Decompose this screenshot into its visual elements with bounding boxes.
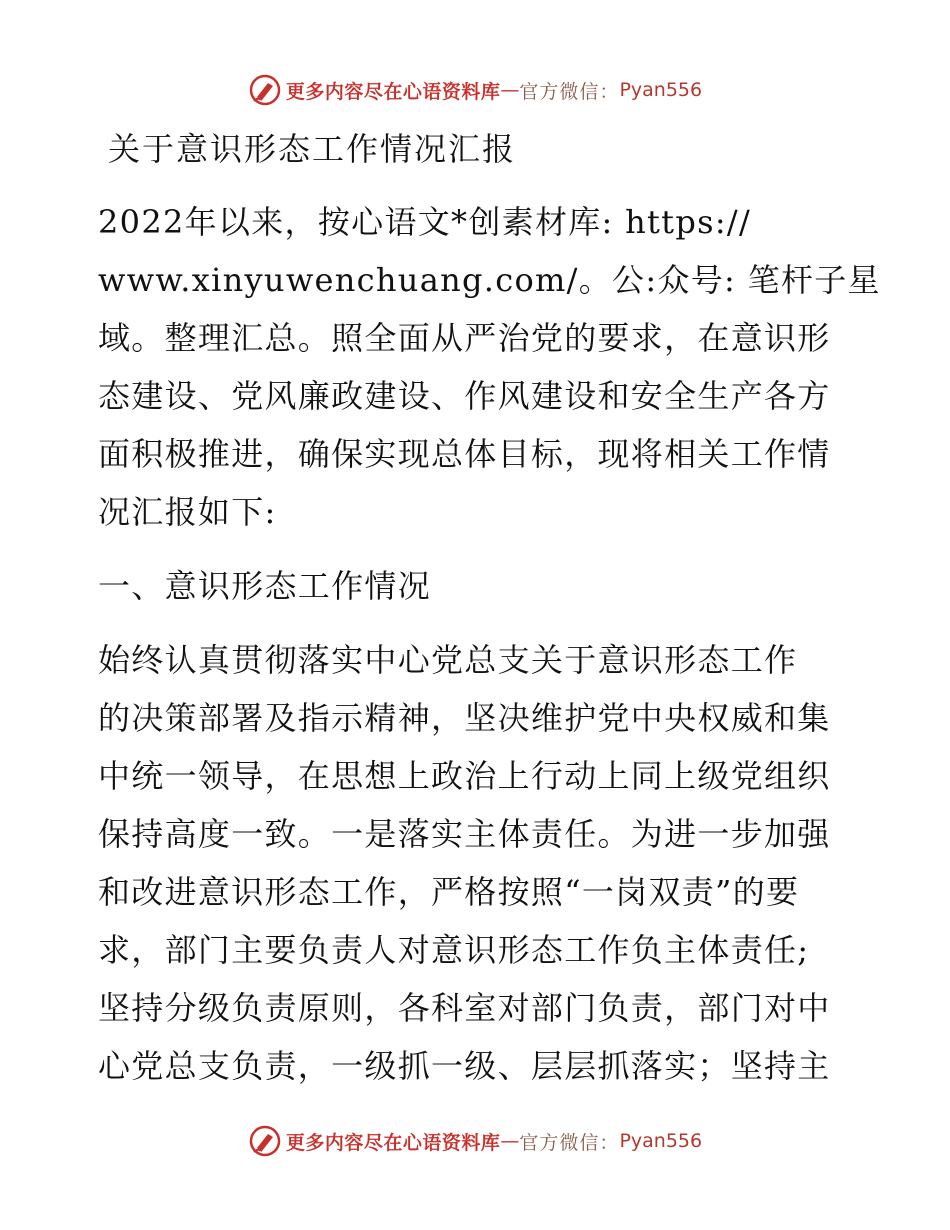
watermark-header <box>0 70 950 110</box>
section-line: 的决策部署及指示精神，坚决维护党中央权威和集 <box>98 699 831 737</box>
section-line: 始终认真贯彻落实中心党总支关于意识形态工作 <box>98 641 798 679</box>
watermark-main-text: 更多内容尽在心语资料库 <box>285 80 501 103</box>
intro-line: 况汇报如下: <box>98 493 277 531</box>
watermark-dash: — <box>500 1130 520 1152</box>
brush-logo-icon <box>248 1124 282 1158</box>
intro-line: 域。整理汇总。照全面从严治党的要求，在意识形 <box>98 319 831 357</box>
intro-line: www.xinyuwenchuang.com/。公:众号: 笔杆子星 <box>98 261 881 299</box>
watermark-dash: — <box>500 79 520 101</box>
section-line: 中统一领导，在思想上政治上行动上同上级党组织 <box>98 757 831 795</box>
intro-paragraph <box>98 193 881 541</box>
section-paragraph <box>98 631 858 1095</box>
watermark-footer <box>0 1121 950 1161</box>
section-line: 保持高度一致。一是落实主体责任。为进一步加强 <box>98 815 831 853</box>
document-title: 关于意识形态工作情况汇报 <box>108 130 517 168</box>
intro-line: 面积极推进，确保实现总体目标，现将相关工作情 <box>98 435 831 473</box>
intro-line: 态建设、党风廉政建设、作风建设和安全生产各方 <box>98 377 831 415</box>
intro-line: 2022年以来，按心语文*创素材库: https:// <box>98 203 752 241</box>
watermark-wechat-label: 官方微信： <box>519 1131 620 1154</box>
watermark-wechat-label: 官方微信： <box>519 80 620 103</box>
brush-logo-icon <box>248 73 282 107</box>
watermark-wechat-id: Pyan556 <box>619 79 703 101</box>
section-line: 心党总支负责，一级抓一级、层层抓落实；坚持主 <box>98 1047 831 1085</box>
section-line: 求，部门主要负责人对意识形态工作负主体责任; <box>98 931 810 969</box>
section-heading-text: 一、意识形态工作情况 <box>98 567 432 605</box>
section-heading <box>98 557 858 615</box>
section-line: 坚持分级负责原则，各科室对部门负责，部门对中 <box>98 989 831 1027</box>
section-line: 和改进意识形态工作，严格按照“一岗双责”的要 <box>98 873 800 911</box>
watermark-wechat-id: Pyan556 <box>619 1130 703 1152</box>
watermark-main-text: 更多内容尽在心语资料库 <box>285 1131 501 1154</box>
